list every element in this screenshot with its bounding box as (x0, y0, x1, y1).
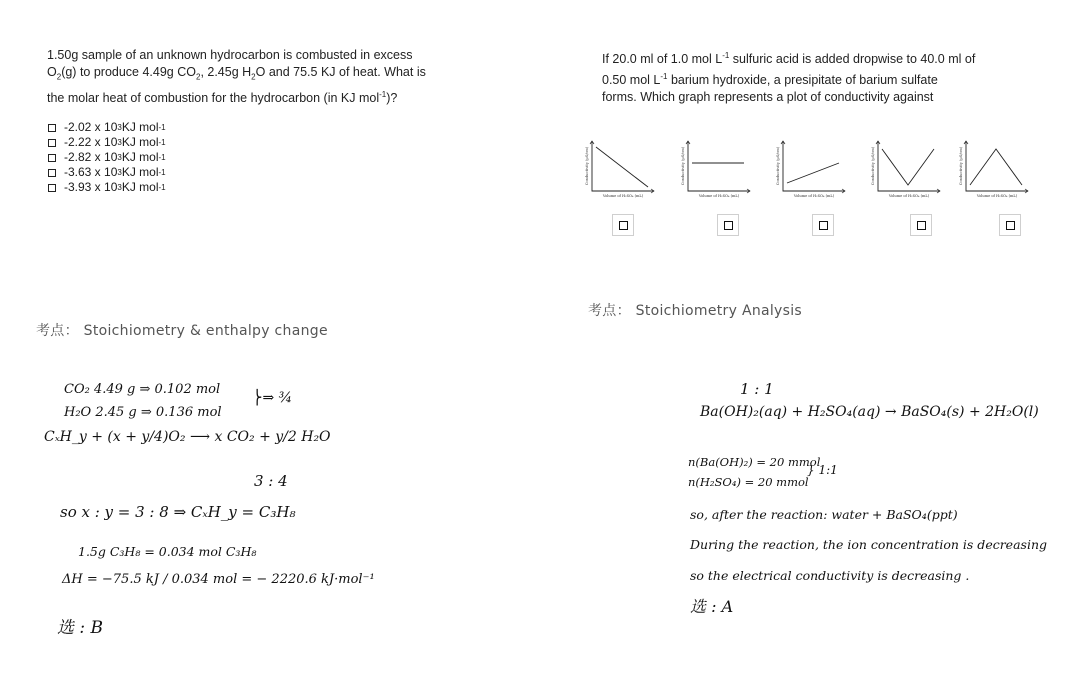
question-2-text (602, 47, 1062, 106)
q1-line-2: $O_2(g)$ to produce 4.49g $CO_2$, 2.45g $H_2O$ and 75.5 KJ of heat. What is (47, 65, 426, 82)
graph-answer-box-1[interactable] (612, 214, 634, 236)
graph-5 (959, 141, 1028, 198)
note-left-line-2: H₂O 2.45 g ⇒ 0.136 mol (64, 405, 222, 420)
note-left-line-1: CO₂ 4.49 g ⇒ 0.102 mol (64, 382, 221, 397)
note-left-equation: CₓH_y + (x + y/4)O₂ ⟶ x CO₂ + y/2 H₂O (44, 429, 331, 445)
q2-line-1: If 20.0 ml of 1.0 mol $L^{-1}$ sulfuric acid is added dropwise to 40.0 ml of (602, 51, 976, 67)
graph-y-label: Conductivity (μS/cm) (681, 146, 685, 186)
graph-axes (783, 141, 845, 191)
q1-option-c[interactable]: -2.82 x 10 3 KJ mol -1 (48, 150, 166, 165)
graph-y-label: Conductivity (μS/cm) (585, 146, 589, 186)
note-left-formula: so x : y = 3 : 8 ⇒ CₓH_y = C₃H₈ (60, 503, 296, 521)
checkbox-icon[interactable] (48, 184, 56, 192)
note-right-conductivity: so the electrical conductivity is decreasing . (690, 568, 970, 583)
topic-right: 考点： Stoichiometry Analysis (588, 303, 803, 319)
topic-left: 考点： Stoichiometry & enthalpy change (36, 323, 328, 339)
graph-y-label: Conductivity (μS/cm) (776, 146, 780, 186)
checkbox-icon[interactable] (619, 221, 628, 230)
q1-option-d[interactable]: -3.63 x 10 3 KJ mol -1 (48, 165, 166, 180)
graph-axes (966, 141, 1028, 191)
note-right-n-h2so4: n(H₂SO₄) = 20 mmol (688, 475, 809, 489)
checkbox-icon[interactable] (48, 139, 56, 147)
graph-axes (592, 141, 654, 191)
question-1-text (47, 47, 507, 107)
graph-x-label: Volume of H₂SO₄ (mL) (793, 194, 835, 198)
graph-series-line (787, 163, 839, 183)
q2-line-2: 0.50 mol $L^{-1}$ barium hydroxide, a presipitate of barium sulfate (602, 72, 938, 88)
q1-option-a[interactable]: -2.02 x 10 3 KJ mol -1 (48, 120, 166, 135)
graph-2 (681, 141, 750, 198)
q1-line-3: the molar heat of combustion for the hydrocarbon (in KJ mol$^{-1}$)? (47, 89, 398, 105)
note-right-answer: 选 : A (690, 597, 734, 616)
q1-option-b[interactable]: -2.22 x 10 3 KJ mol -1 (48, 135, 166, 150)
graph-answer-box-2[interactable] (717, 214, 739, 236)
graph-answer-box-4[interactable] (910, 214, 932, 236)
graph-y-label: Conductivity (μS/cm) (871, 146, 875, 186)
graph-answer-box-5[interactable] (999, 214, 1021, 236)
axis-arrow-icon (781, 141, 845, 193)
q1-option-e[interactable]: -3.93 x 10 3 KJ mol -1 (48, 180, 166, 195)
graph-3 (776, 141, 845, 198)
note-left-moles: 1.5g C₃H₈ = 0.034 mol C₃H₈ (78, 544, 257, 559)
q1-options (48, 120, 166, 195)
graph-series-line (882, 149, 934, 185)
note-left-enthalpy: ΔH = −75.5 kJ / 0.034 mol = − 2220.6 kJ·mol⁻¹ (62, 572, 375, 587)
note-right-n-baoh2: n(Ba(OH)₂) = 20 mmol (688, 455, 821, 469)
graph-x-label: Volume of H₂SO₄ (mL) (602, 194, 644, 198)
checkbox-icon[interactable] (48, 124, 56, 132)
axis-arrow-icon (686, 141, 750, 193)
conductivity-graphs (580, 135, 1050, 210)
graph-axes (688, 141, 750, 191)
graph-1 (585, 141, 654, 198)
q1-line-1: 1.50g sample of an unknown hydrocarbon is combusted in excess (47, 48, 413, 62)
checkbox-icon[interactable] (917, 221, 926, 230)
checkbox-icon[interactable] (819, 221, 828, 230)
note-right-during: During the reaction, the ion concentration is decreasing (690, 537, 1048, 552)
graph-series-line (596, 147, 648, 187)
checkbox-icon[interactable] (724, 221, 733, 230)
checkbox-icon[interactable] (48, 169, 56, 177)
graph-4 (871, 141, 940, 198)
note-right-brace: } 1:1 (807, 463, 838, 477)
note-left-ratio: ⎬⇒ ¾ (252, 390, 293, 406)
graph-x-label: Volume of H₂SO₄ (mL) (976, 194, 1018, 198)
note-right-ratio: 1 : 1 (740, 380, 774, 398)
note-left-ratio-2: 3 : 4 (254, 472, 288, 490)
note-left-answer: 选 : B (57, 618, 104, 638)
graph-series-line (970, 149, 1022, 185)
q2-line-3: forms. Which graph represents a plot of conductivity against (602, 90, 934, 105)
graph-x-label: Volume of H₂SO₄ (mL) (698, 194, 740, 198)
checkbox-icon[interactable] (48, 154, 56, 162)
note-right-equation: Ba(OH)₂(aq) + H₂SO₄(aq) → BaSO₄(s) + 2H₂O(l) (700, 404, 1039, 420)
note-right-after: so, after the reaction: water + BaSO₄(ppt) (690, 507, 958, 522)
checkbox-icon[interactable] (1006, 221, 1015, 230)
graph-y-label: Conductivity (μS/cm) (959, 146, 963, 186)
graph-x-label: Volume of H₂SO₄ (mL) (888, 194, 930, 198)
graph-answer-box-3[interactable] (812, 214, 834, 236)
